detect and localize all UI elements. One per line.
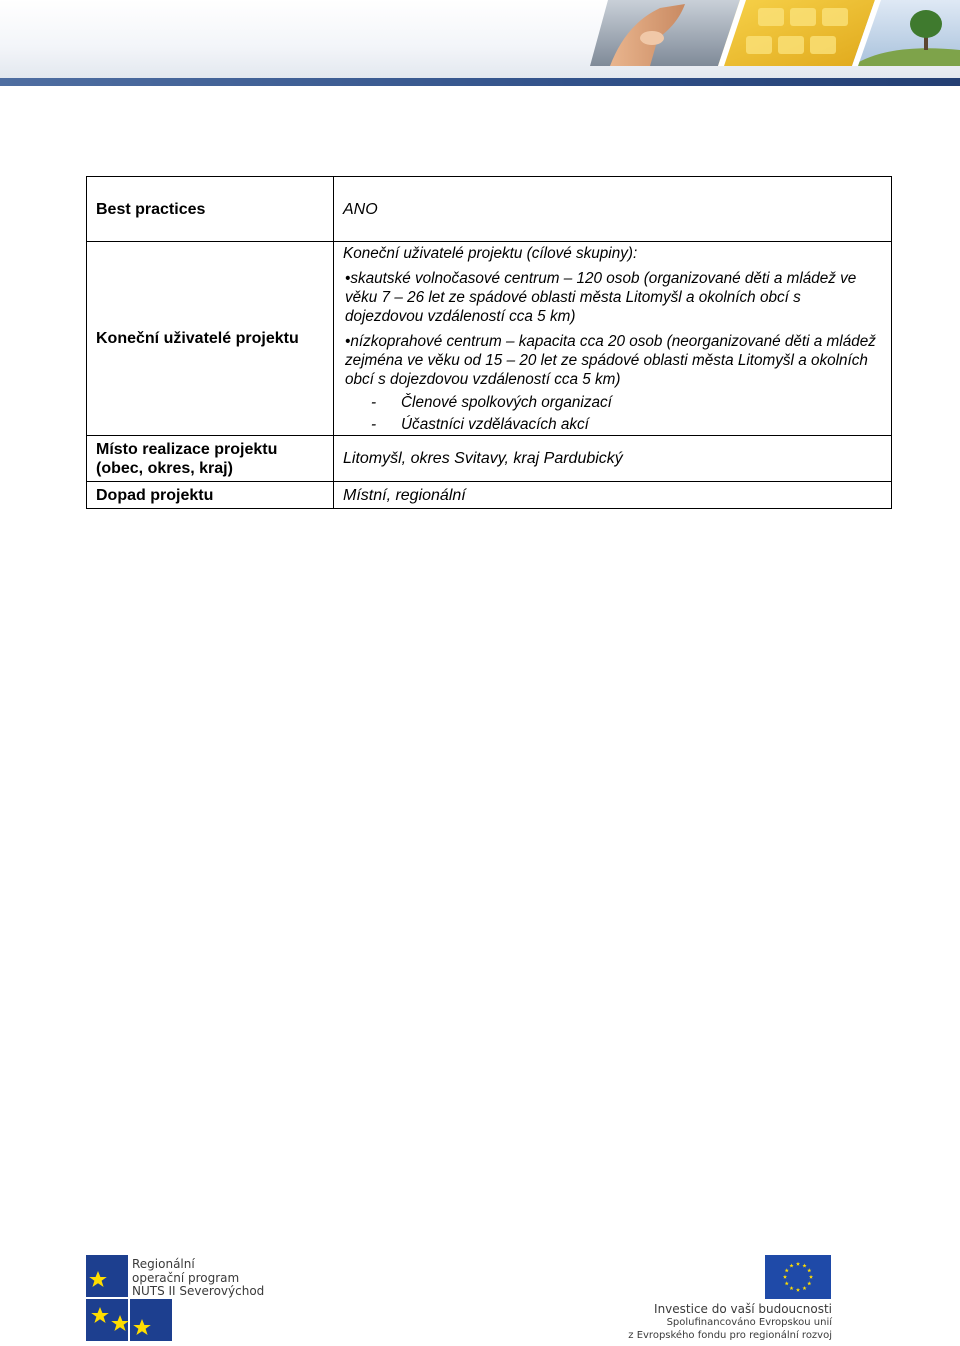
page-header-banner: [0, 0, 960, 86]
project-info-table: [86, 176, 892, 509]
label-impact: Dopad projektu: [87, 482, 334, 509]
eu-cofinanced-line: Spolufinancováno Evropskou unií: [666, 1317, 832, 1328]
table-row-location: [87, 436, 892, 482]
header-blue-stripe: [0, 78, 960, 86]
dash-item-text: Členové spolkových organizací: [401, 393, 612, 411]
end-users-bullet-low-threshold-centre: •nízkoprahové centrum – kapacita cca 20 osob (neorganizované děti a mládež zejména ve věku od 15 – 20 let ze spádové oblasti města Litomyšl a okolních obcí s dojezdovou vzdáleností cca 5 km): [345, 332, 876, 388]
dash-marker: -: [371, 415, 377, 433]
rop-logo-line: NUTS II Severovýchod: [132, 1284, 265, 1298]
value-best-practices: ANO: [334, 177, 892, 242]
rop-logo-line: operační program: [132, 1270, 240, 1285]
list-item: [343, 393, 882, 412]
end-users-bullet-scout-centre: •skautské volnočasové centrum – 120 osob (organizované děti a mládež ve věku 7 – 26 let ze spádové oblasti města Litomyšl a okolních obcí s dojezdovou vzdáleností cca 5 km): [345, 269, 857, 325]
end-users-intro: Koneční uživatelé projektu (cílové skupiny):: [343, 244, 638, 262]
eu-fund-line: z Evropského fondu pro regionální rozvoj: [628, 1330, 832, 1341]
dash-marker: -: [371, 393, 377, 411]
rop-logo-line: Regionální: [132, 1257, 195, 1271]
label-location: Místo realizace projektu (obec, okres, kraj): [87, 436, 334, 482]
value-end-users: [334, 242, 892, 436]
value-location: Litomyšl, okres Svitavy, kraj Pardubický: [334, 436, 892, 482]
label-end-users: Koneční uživatelé projektu: [87, 242, 334, 436]
eu-flag-icon: [765, 1255, 831, 1299]
rop-logo-text: [132, 1258, 264, 1299]
label-best-practices: Best practices: [87, 177, 334, 242]
value-impact: Místní, regionální: [334, 482, 892, 509]
eu-slogan: Investice do vaší budoucnosti: [654, 1302, 832, 1316]
keyboard-photo-icon: [590, 0, 960, 70]
list-item: [343, 415, 882, 434]
table-row-best-practices: [87, 177, 892, 242]
table-row-impact: [87, 482, 892, 509]
table-row-end-users: [87, 242, 892, 436]
dash-item-text: Účastníci vzdělávacích akcí: [401, 415, 589, 433]
eu-logo-text: [628, 1302, 832, 1342]
